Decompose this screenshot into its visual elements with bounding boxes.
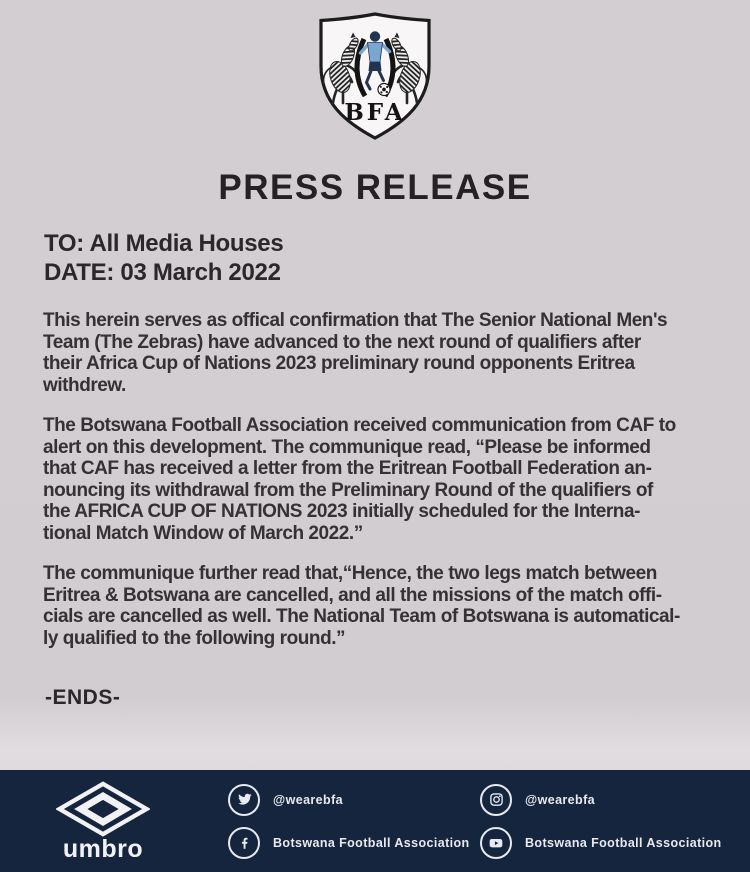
text-line: alert on this development. The communique read, “Please be informed [43, 436, 651, 458]
page-title: PRESS RELEASE [218, 168, 532, 207]
text-line: nouncing its withdrawal from the Preliminary Round of the qualifiers of [43, 479, 653, 501]
date-line: DATE: 03 March 2022 [44, 258, 281, 286]
text-line: cials are cancelled as well. The National Team of Botswana is automatical- [43, 606, 680, 627]
crest-monogram: BFA [344, 99, 406, 126]
text-line: Eritrea & Botswana are cancelled, and all the missions of the match offi- [43, 584, 662, 606]
twitter-icon [228, 784, 260, 816]
text-line: Team (The Zebras) have advanced to the next round of qualifiers after [43, 331, 641, 353]
umbro-logo [14, 781, 192, 862]
text-line: that CAF has received a letter from the Eritrean Football Federation an- [43, 458, 652, 479]
umbro-wordmark: umbro [62, 834, 144, 863]
ends-marker: -ENDS- [45, 686, 121, 709]
footer [0, 770, 750, 872]
social-handle-label: Botswana Football Association [525, 835, 722, 850]
text-line: their Africa Cup of Nations 2023 preliminary round opponents Eritrea [43, 353, 635, 374]
paragraph-1 [43, 310, 713, 396]
text-line: This herein serves as offical confirmation that The Senior National Men's [43, 310, 668, 331]
body-text [43, 310, 713, 668]
bfa-crest-graphic [307, 10, 443, 142]
text-line: ly qualified to the following round.” [43, 627, 346, 649]
facebook-icon [228, 827, 260, 859]
text-line: The communique further read that,“Hence, the two legs match between [43, 563, 657, 584]
social-instagram [480, 784, 722, 816]
social-handle-label: Botswana Football Association [273, 835, 470, 850]
football-icon [378, 84, 390, 96]
social-youtube [480, 827, 722, 859]
paragraph-2 [43, 415, 713, 544]
instagram-icon [480, 784, 512, 816]
text-line: the AFRICA CUP OF NATIONS 2023 initially scheduled for the Interna- [43, 501, 640, 522]
social-links [228, 784, 722, 859]
text-line: The Botswana Football Association received communication from CAF to [43, 415, 676, 436]
social-handle-label: @wearebfa [525, 792, 595, 807]
meta-block [44, 230, 283, 287]
social-facebook [228, 827, 480, 859]
text-line: tional Match Window of March 2022.” [43, 522, 363, 544]
text-line: withdrew. [43, 374, 126, 396]
social-twitter [228, 784, 480, 816]
to-line: TO: All Media Houses [44, 230, 284, 257]
paragraph-3 [43, 563, 713, 649]
bfa-crest-logo [307, 10, 443, 147]
social-handle-label: @wearebfa [273, 792, 343, 807]
youtube-icon [480, 827, 512, 859]
umbro-diamond-icon [56, 781, 150, 837]
